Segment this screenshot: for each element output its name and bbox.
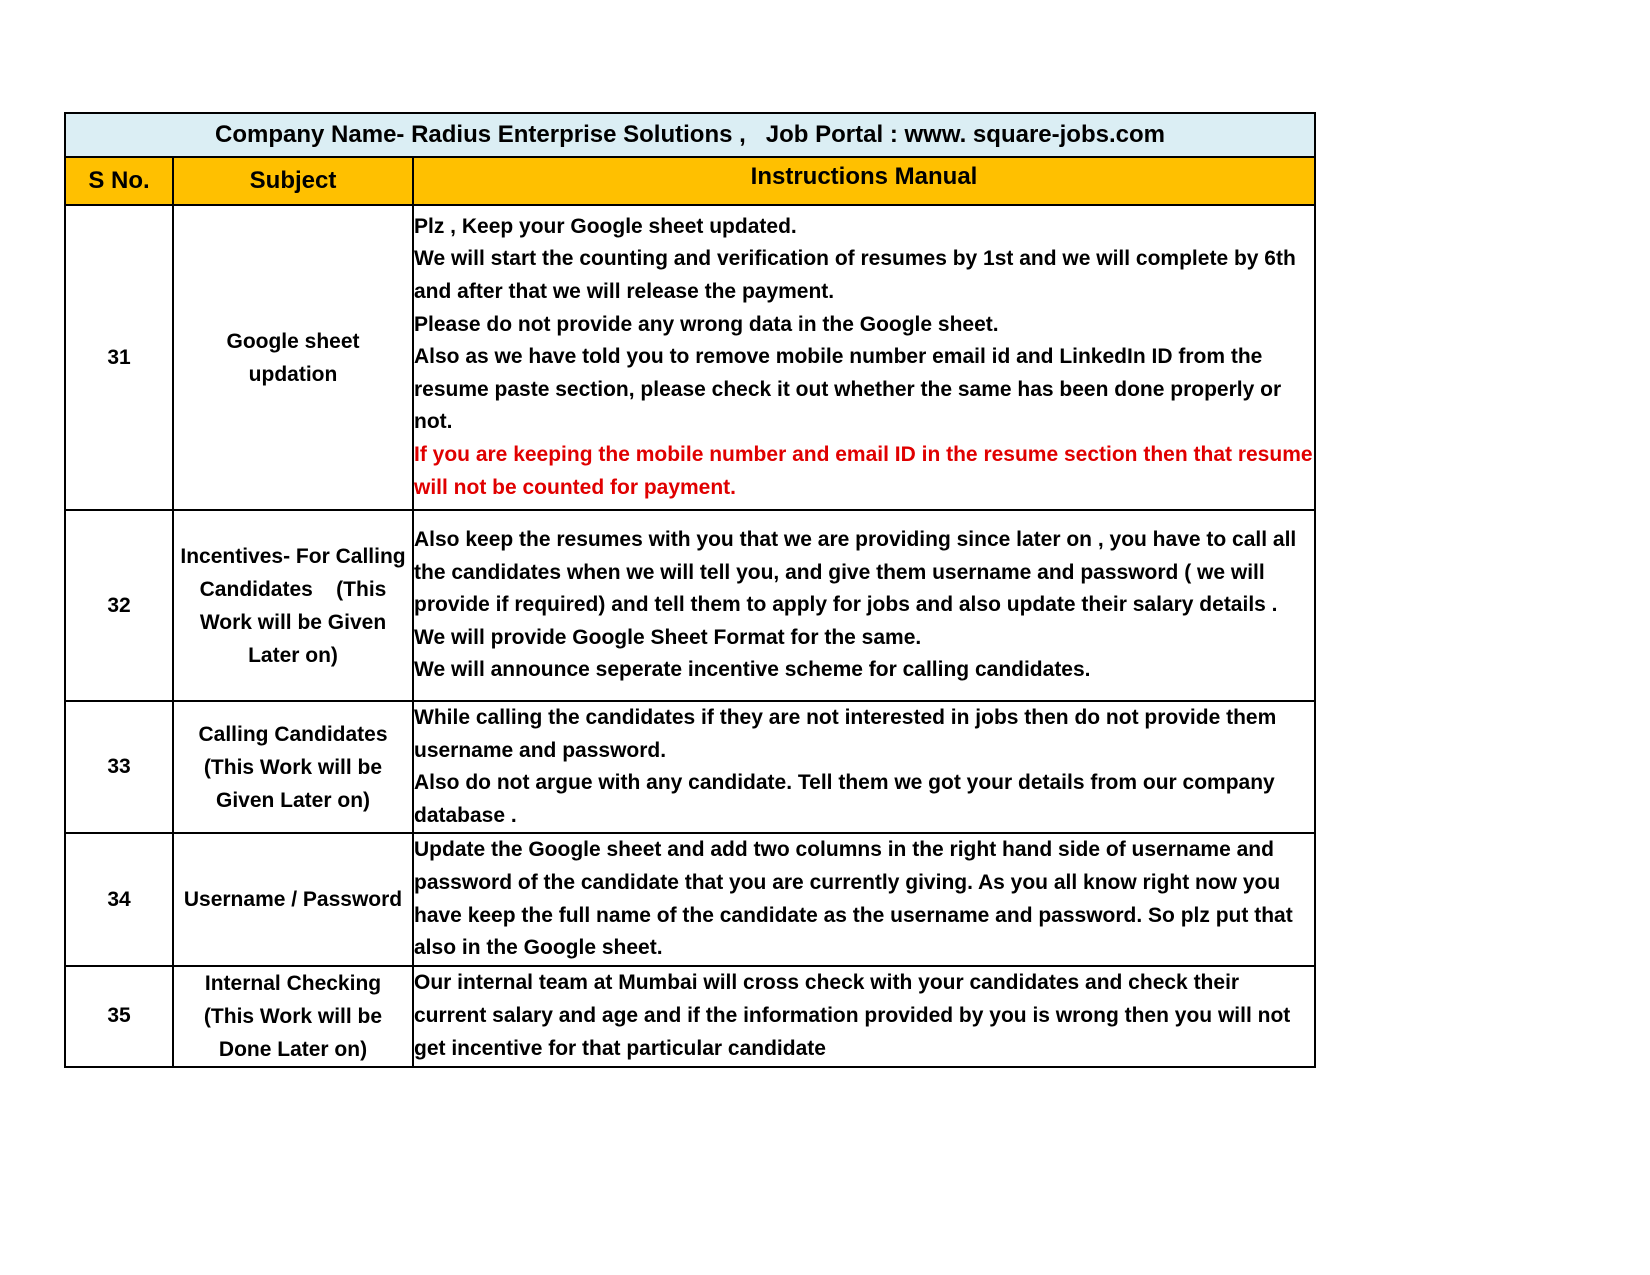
instructions-table (64, 112, 1316, 1068)
table-row (65, 701, 1315, 833)
column-header-subject: Subject (173, 157, 413, 205)
row-instructions (413, 701, 1315, 833)
column-header-sno: S No. (65, 157, 173, 205)
row-sno: 34 (65, 833, 173, 965)
column-header-row (65, 157, 1315, 205)
row-sno: 35 (65, 966, 173, 1067)
instructions-sheet (64, 112, 1314, 1068)
instruction-line: We will start the counting and verification of resumes by 1st and we will complete by 6th and after that we will release the payment. (414, 247, 1296, 304)
payment-warning: If you are keeping the mobile number and email ID in the resume section then that resume will not be counted for payment. (414, 442, 1313, 499)
table-row (65, 833, 1315, 965)
row-subject: Internal Checking (This Work will be Done Later on) (173, 966, 413, 1067)
row-sno: 31 (65, 205, 173, 510)
table-row (65, 510, 1315, 701)
row-subject: Google sheet updation (173, 205, 413, 510)
instruction-line: We will announce seperate incentive scheme for calling candidates. (414, 658, 1091, 682)
column-header-instructions: Instructions Manual (413, 157, 1315, 205)
instruction-line: While calling the candidates if they are not interested in jobs then do not provide them username and password. (414, 706, 1277, 762)
instruction-line: Plz , Keep your Google sheet updated. (414, 214, 797, 238)
row-instructions (413, 966, 1315, 1067)
row-subject: Calling Candidates (This Work will be Given Later on) (173, 701, 413, 833)
row-instructions (413, 510, 1315, 701)
company-header: Company Name- Radius Enterprise Solutions , Job Portal : www. square-jobs.com (65, 113, 1315, 157)
instruction-line: Our internal team at Mumbai will cross check with your candidates and check their current salary and age and if the information provided by you is wrong then you will not get incentive for that particular candidate (414, 971, 1291, 1060)
table-row (65, 205, 1315, 510)
row-sno: 32 (65, 510, 173, 701)
row-instructions (413, 833, 1315, 965)
row-subject: Incentives- For Calling Candidates (This Work will be Given Later on) (173, 510, 413, 701)
row-subject: Username / Password (173, 833, 413, 965)
row-sno: 33 (65, 701, 173, 833)
row-instructions (413, 205, 1315, 510)
instruction-line: Update the Google sheet and add two columns in the right hand side of username and password of the candidate that you are currently giving. As you all know right now you have keep the full name of the candidate as the username and password. So plz put that also in the Google sheet. (414, 838, 1293, 960)
instruction-line: Also as we have told you to remove mobile number email id and LinkedIn ID from the resume paste section, please check it out whether the same has been done properly or not. (414, 345, 1282, 434)
company-header-row (65, 113, 1315, 157)
instruction-line: Also keep the resumes with you that we are providing since later on , you have to call all the candidates when we will tell you, and give them username and password ( we will provide if required) and tell them to apply for jobs and also update their salary details . We will provide Google Sheet Format for the same. (414, 528, 1297, 649)
instruction-line: Please do not provide any wrong data in the Google sheet. (414, 312, 999, 336)
instruction-line: Also do not argue with any candidate. Tell them we got your details from our company database . (414, 771, 1275, 827)
table-row (65, 966, 1315, 1067)
